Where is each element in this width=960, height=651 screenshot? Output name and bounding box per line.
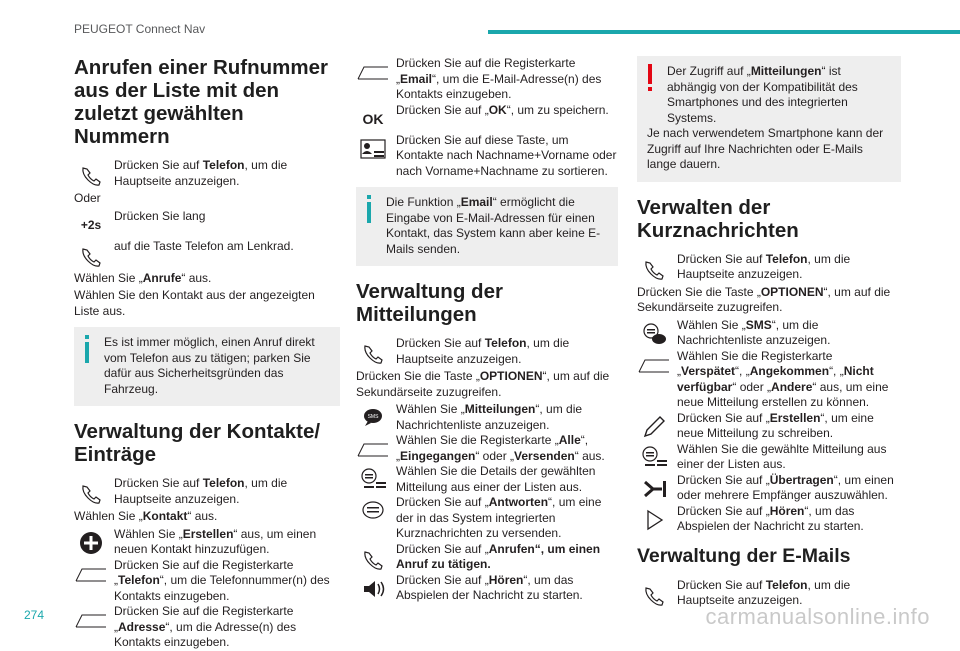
step-steering-phone: auf die Taste Telefon am Lenkrad. <box>74 239 340 269</box>
column-1 <box>74 56 340 651</box>
para-select-contact: Wählen Sie den Kontakt aus der angezeigten Liste aus. <box>74 288 315 318</box>
step-details: Wählen Sie die Details der gewählten Mitteilung aus einer der Listen aus. <box>356 464 618 495</box>
phone-icon <box>637 253 671 283</box>
add-icon <box>74 528 108 558</box>
column-3 <box>637 56 901 609</box>
step-msg-phone: Drücken Sie auf Telefon, um die Hauptseite anzuzeigen. <box>356 336 618 367</box>
speaker-icon <box>356 574 390 604</box>
watermark: carmanualsonline.info <box>705 604 930 629</box>
running-header: PEUGEOT Connect Nav <box>74 22 206 36</box>
header-accent-bar <box>488 30 960 34</box>
info-icon <box>366 195 372 223</box>
page-number: 274 <box>24 608 45 622</box>
message-details-icon <box>637 443 671 473</box>
step-ok: OK Drücken Sie auf „OK“, um zu speichern. <box>356 103 618 133</box>
heading-sms: Verwalten der Kurznachrichten <box>637 195 799 242</box>
pencil-icon <box>637 412 671 442</box>
tab-icon <box>74 605 108 635</box>
ok-icon: OK <box>362 110 384 127</box>
phone-icon <box>356 337 390 367</box>
heading-emails: Verwaltung der E-Mails <box>637 544 851 567</box>
sort-contacts-icon <box>356 134 390 164</box>
forward-icon <box>637 474 671 504</box>
step-antworten: Drücken Sie auf „Antworten“, um eine der in das System integrierten Kurznachrichten zu versenden. <box>356 495 618 542</box>
phone-icon <box>74 240 108 270</box>
step-long-press: +2s Drücken Sie lang <box>74 209 340 239</box>
tab-icon <box>637 350 671 380</box>
tab-icon <box>356 434 390 464</box>
step-sms-create: Drücken Sie auf „Erstellen“, um eine neue Mitteilung zu schreiben. <box>637 411 901 442</box>
step-sort: Drücken Sie auf diese Taste, um Kontakte nach Nachname+Vorname oder nach Vorname+Nachname zu sortieren. <box>356 133 618 180</box>
heading-messages: Verwaltung der Mitteilungen <box>356 280 503 326</box>
column-2 <box>356 56 618 604</box>
step-mitteilungen: SMS Wählen Sie „Mitteilungen“, um die Nachrichtenliste anzuzeigen. <box>356 402 618 433</box>
phone-icon <box>637 579 671 609</box>
step-anrufen: Drücken Sie auf „Anrufen“, um einen Anruf zu tätigen. <box>356 542 618 573</box>
info-note-call: Es ist immer möglich, einen Anruf direkt vom Telefon aus zu tätigen; parken Sie dafür aus Sicherheitsgründen das Fahrzeug. <box>74 327 340 406</box>
step-sms-select: Wählen Sie die gewählte Mitteilung aus einer der Listen aus. <box>637 442 901 473</box>
step-phone: Drücken Sie auf Telefon, um die Hauptseite anzuzeigen. <box>74 158 340 189</box>
step-sms: Wählen Sie „SMS“, um die Nachrichtenliste anzuzeigen. <box>637 318 901 349</box>
text-oder: Oder <box>74 191 101 205</box>
sms-icon <box>356 403 390 433</box>
para-contact: Wählen Sie „Kontakt“ aus. <box>74 509 218 523</box>
info-note-email: Die Funktion „Email“ ermöglicht die Eingabe von E-Mail-Adressen für einen Kontakt, das System kann aber keine E-Mails senden. <box>356 187 618 266</box>
sms-list-icon <box>637 319 671 349</box>
warning-note: Der Zugriff auf „Mitteilungen“ ist abhängig von der Kompatibilität des Smartphones und des integrierten Systems. Je nach verwendetem Smartphone kann der Zugriff auf Ihre Nachrichten oder E-Mails lange dauern. <box>637 56 901 182</box>
heading-contacts: Verwaltung der Kontakte/ Einträge <box>74 420 321 466</box>
message-details-icon <box>356 465 390 495</box>
tab-icon <box>356 57 390 87</box>
tab-icon <box>74 559 108 589</box>
reply-message-icon <box>356 496 390 526</box>
para-options: Drücken Sie die Taste „OPTIONEN“, um auf die Sekundärseite zuzugreifen. <box>356 369 610 399</box>
phone-icon <box>356 543 390 573</box>
para-select-calls: Wählen Sie „Anrufe“ aus. <box>74 270 212 285</box>
step-hoeren: Drücken Sie auf „Hören“, um das Abspielen der Nachricht zu starten. <box>356 573 618 604</box>
heading-call-recent: Anrufen einer Rufnummer aus der Liste mit den zuletzt gewählten Nummern <box>74 56 328 148</box>
warning-icon <box>647 64 653 92</box>
step-contacts-phone: Drücken Sie auf Telefon, um die Hauptseite anzuzeigen. <box>74 476 340 507</box>
step-sms-phone: Drücken Sie auf Telefon, um die Hauptseite anzuzeigen. <box>637 252 901 283</box>
svg-text:SMS: SMS <box>367 414 379 420</box>
step-tab-email: Drücken Sie auf die Registerkarte „Email“, um die E-Mail-Adresse(n) des Kontakts einzugeben. <box>356 56 618 103</box>
step-tab-telefon: Drücken Sie auf die Registerkarte „Telefon“, um die Telefonnummer(n) des Kontakts einzugeben. <box>74 558 340 605</box>
phone-icon <box>74 159 108 189</box>
para-sms-options: Drücken Sie die Taste „OPTIONEN“, um auf die Sekundärseite zuzugreifen. <box>637 284 891 314</box>
info-icon <box>84 335 90 363</box>
step-sms-play: Drücken Sie auf „Hören“, um das Abspielen der Nachricht zu starten. <box>637 504 901 535</box>
step-sms-forward: Drücken Sie auf „Übertragen“, um einen oder mehrere Empfänger auszuwählen. <box>637 473 901 504</box>
step-create: Wählen Sie „Erstellen“ aus, um einen neuen Kontakt hinzuzufügen. <box>74 527 340 558</box>
step-sms-tabs: Wählen Sie die Registerkarte „Verspätet“, „Angekommen“, „Nicht verfügbar“ oder „Andere“ aus, um eine neue Mitteilung erstellen zu können. <box>637 349 901 411</box>
step-tabs-alle: Wählen Sie die Registerkarte „Alle“, „Eingegangen“ oder „Versenden“ aus. <box>356 433 618 464</box>
play-icon <box>637 505 671 535</box>
step-email-phone: Drücken Sie auf Telefon, um die Hauptseite anzuzeigen. <box>637 578 901 609</box>
phone-icon <box>74 477 108 507</box>
step-tab-adresse: Drücken Sie auf die Registerkarte „Adresse“, um die Adresse(n) des Kontakts einzugeben. <box>74 604 340 651</box>
long-press-2s-icon: +2s <box>80 217 102 232</box>
